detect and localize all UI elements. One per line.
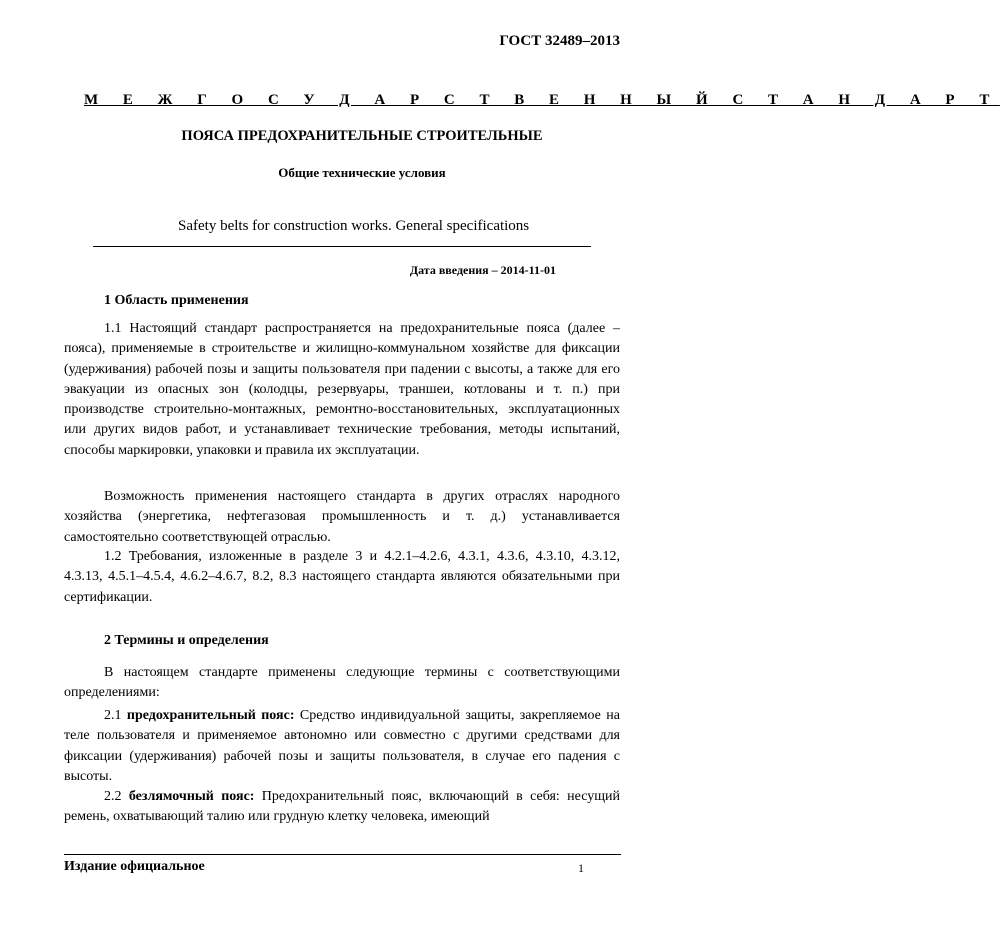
term-2-2 [64,787,620,828]
english-title: Safety belts for construction works. General specifications [178,218,530,234]
term-2-2-number: 2.2 [104,789,129,804]
document-code: ГОСТ 32489–2013 [499,33,620,49]
page-number: 1 [578,861,584,875]
term-2-1-definition: Средство индивидуальной защиты, закрепляемое на теле пользователя и применяемое автономно или совместно с другими средствами для фиксации (удерживания) рабочей позы и защиты пользователя, в случае его падения с высоты. [64,708,620,784]
paragraph-1-2: 1.2 Требования, изложенные в разделе 3 и 4.2.1–4.2.6, 4.3.1, 4.3.6, 4.3.10, 4.3.12, 4.3.13, 4.5.1–4.5.4, 4.6.2–4.6.7, 8.2, 8.3 настоящего стандарта являются обязательными при сертификации. [64,549,620,605]
section-1-heading: 1 Область применения [104,293,249,308]
document-title: ПОЯСА ПРЕДОХРАНИТЕЛЬНЫЕ СТРОИТЕЛЬНЫЕ [181,128,543,144]
edition-label: Издание официальное [64,859,205,874]
introduction-date: Дата введения – 2014-11-01 [409,263,556,277]
paragraph-2-intro: В настоящем стандарте применены следующие термины с соответствующими определениями: [64,665,620,701]
footer-divider [64,854,621,855]
section-2-heading: 2 Термины и определения [104,633,269,648]
term-2-1 [64,706,620,787]
term-2-1-name: предохранительный пояс: [126,708,295,723]
term-2-2-definition: Предохранительный пояс, включающий в себя: несущий ремень, охватывающий талию или грудную клетку человека, имеющий [64,789,620,825]
title-divider [93,246,591,247]
paragraph-1-1-continued: Возможность применения настоящего стандарта в других отраслях народного хозяйства (энергетика, нефтегазовая промышленность и т. д.) устанавливается самостоятельно соответствующей отраслью. [64,489,620,545]
paragraph-1-1: 1.1 Настоящий стандарт распространяется на предохранительные пояса (далее – пояса), применяемые в строительстве и жилищно-коммунальном хозяйстве для фиксации (удерживания) рабочей позы и защиты пользователя при падении с высоты, а также для его эвакуации из опасных зон (колодцы, резервуары, траншеи, котлованы и т. п.) при производстве строительно-монтажных, ремонтно-восстановительных, эксплуатационных или других видов работ, и устанавливает технические требования, методы испытаний, способы маркировки, упаковки и правила их эксплуатации. [64,321,620,458]
document-subtitle: Общие технические условия [278,165,446,180]
standard-type-heading: М Е Ж Г О С У Д А Р С Т В Е Н Н Ы Й С Т А Н Д А Р Т [84,92,1000,108]
term-2-2-name: безлямочный пояс: [128,789,255,804]
term-2-1-number: 2.1 [104,708,127,723]
